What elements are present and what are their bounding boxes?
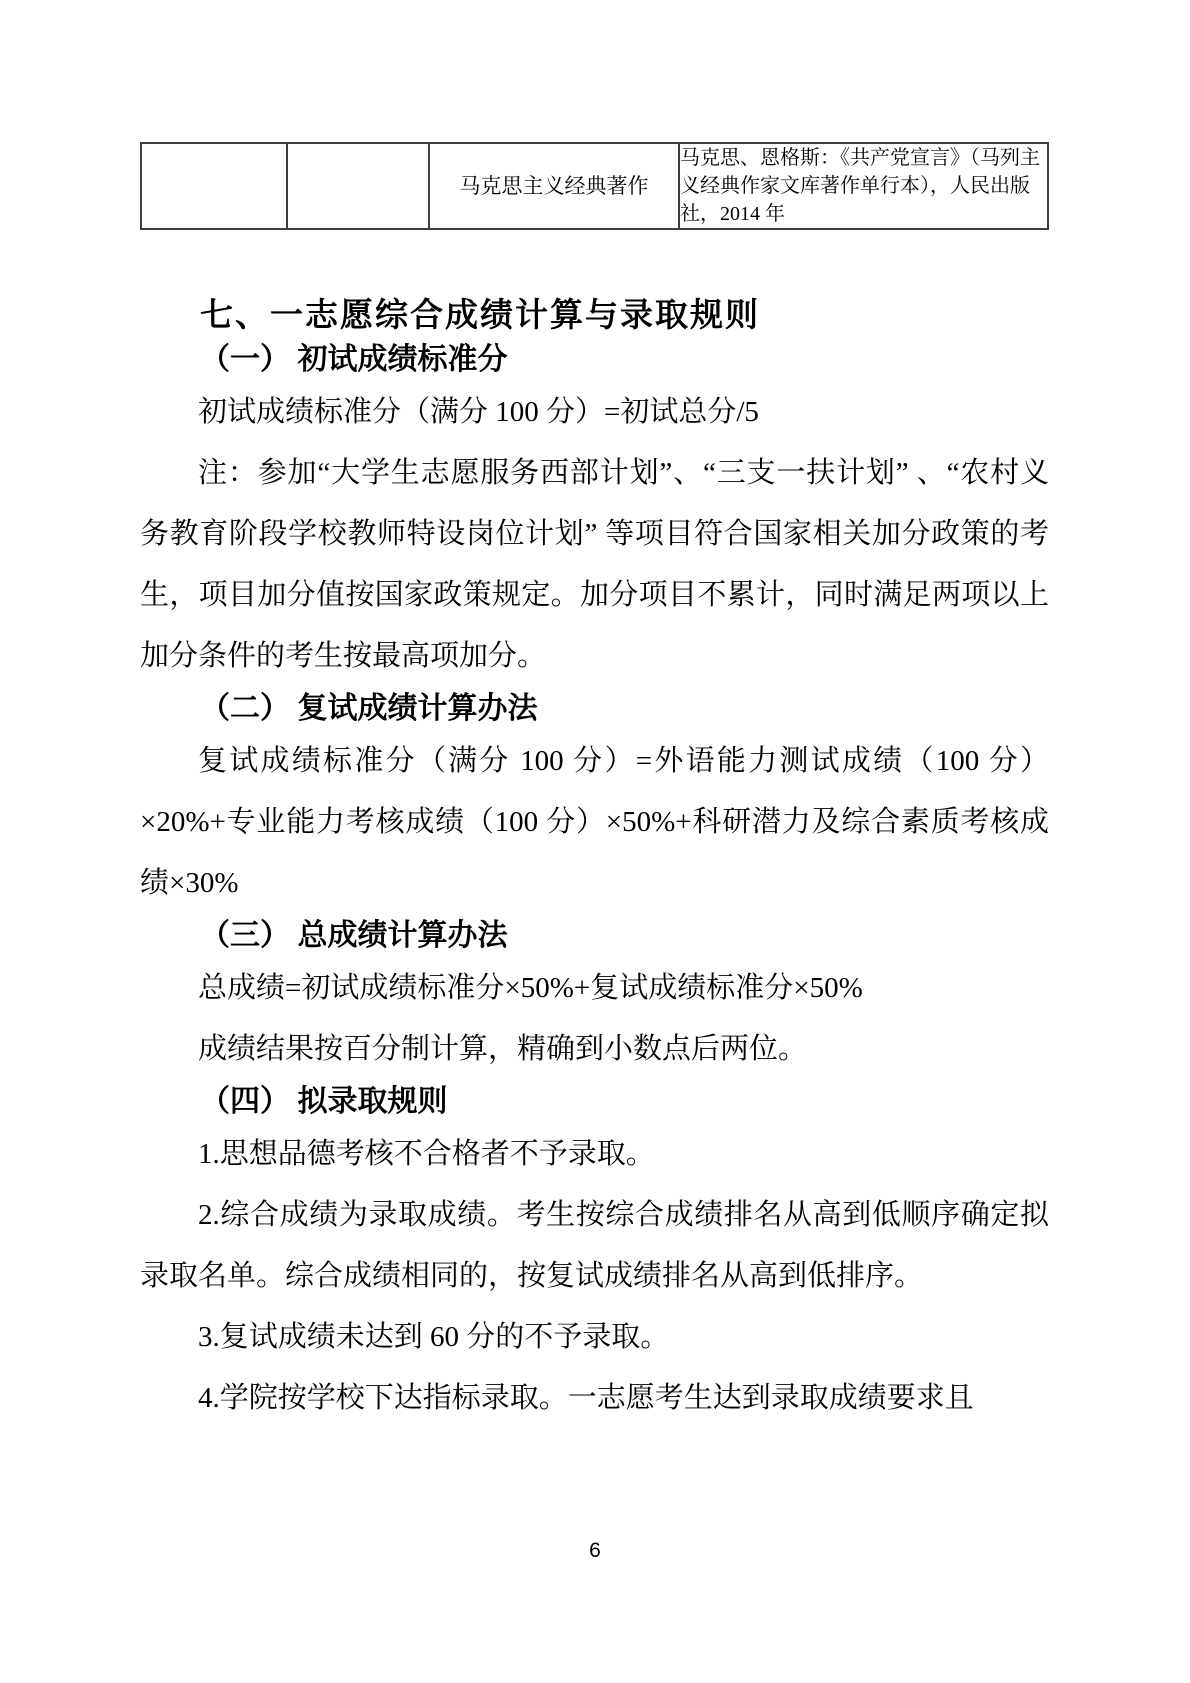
- subsection-title-4: （四） 拟录取规则: [200, 1085, 448, 1118]
- subsection-title-3: （三） 总成绩计算办法: [200, 919, 508, 952]
- paragraph-rule-1: 1.思想品德考核不合格者不予录取。: [198, 1138, 655, 1170]
- paragraph-rule-3: 3.复试成绩未达到 60 分的不予录取。: [198, 1321, 670, 1353]
- reference-books-table: [140, 142, 1049, 230]
- subsection-title-1: （一） 初试成绩标准分: [200, 343, 508, 376]
- paragraph-rule-2: 2.综合成绩为录取成绩。考生按综合成绩排名从高到低顺序确定拟录取名单。综合成绩相同的，按复试成绩排名从高到低排序。: [140, 1199, 1049, 1292]
- page-number: 6: [589, 1539, 601, 1562]
- paragraph-rule-4: 4.学院按学校下达指标录取。一志愿考生达到录取成绩要求且: [198, 1382, 974, 1414]
- paragraph-retest-score-formula: 复试成绩标准分（满分 100 分）=外语能力测试成绩（100 分）×20%+专业能力考核成绩（100 分）×50%+科研潜力及综合素质考核成绩×30%: [140, 745, 1049, 899]
- table-cell-empty-1: [141, 143, 287, 229]
- paragraph-score-precision: 成绩结果按百分制计算，精确到小数点后两位。: [198, 1033, 808, 1065]
- table-cell-subject: 马克思主义经典著作: [429, 143, 679, 229]
- paragraph-initial-score-formula: 初试成绩标准分（满分 100 分）=初试总分/5: [198, 396, 759, 428]
- paragraph-bonus-note: 注：参加“大学生志愿服务西部计划”、“三支一扶计划” 、“农村义务教育阶段学校教师特设岗位计划” 等项目符合国家相关加分政策的考生，项目加分值按国家政策规定。加分项目不累计，同时满足两项以上加分条件的考生按最高项加分。: [140, 457, 1049, 672]
- table-row: [141, 143, 1048, 229]
- table-cell-empty-2: [287, 143, 429, 229]
- table-cell-reference: 马克思、恩格斯：《共产党宣言》（马列主义经典作家文库著作单行本），人民出版社，2014 年: [679, 143, 1048, 229]
- paragraph-total-score-formula: 总成绩=初试成绩标准分×50%+复试成绩标准分×50%: [198, 972, 863, 1004]
- subsection-title-2: （二） 复试成绩计算办法: [200, 692, 538, 725]
- section-heading: 七、一志愿综合成绩计算与录取规则: [200, 296, 760, 333]
